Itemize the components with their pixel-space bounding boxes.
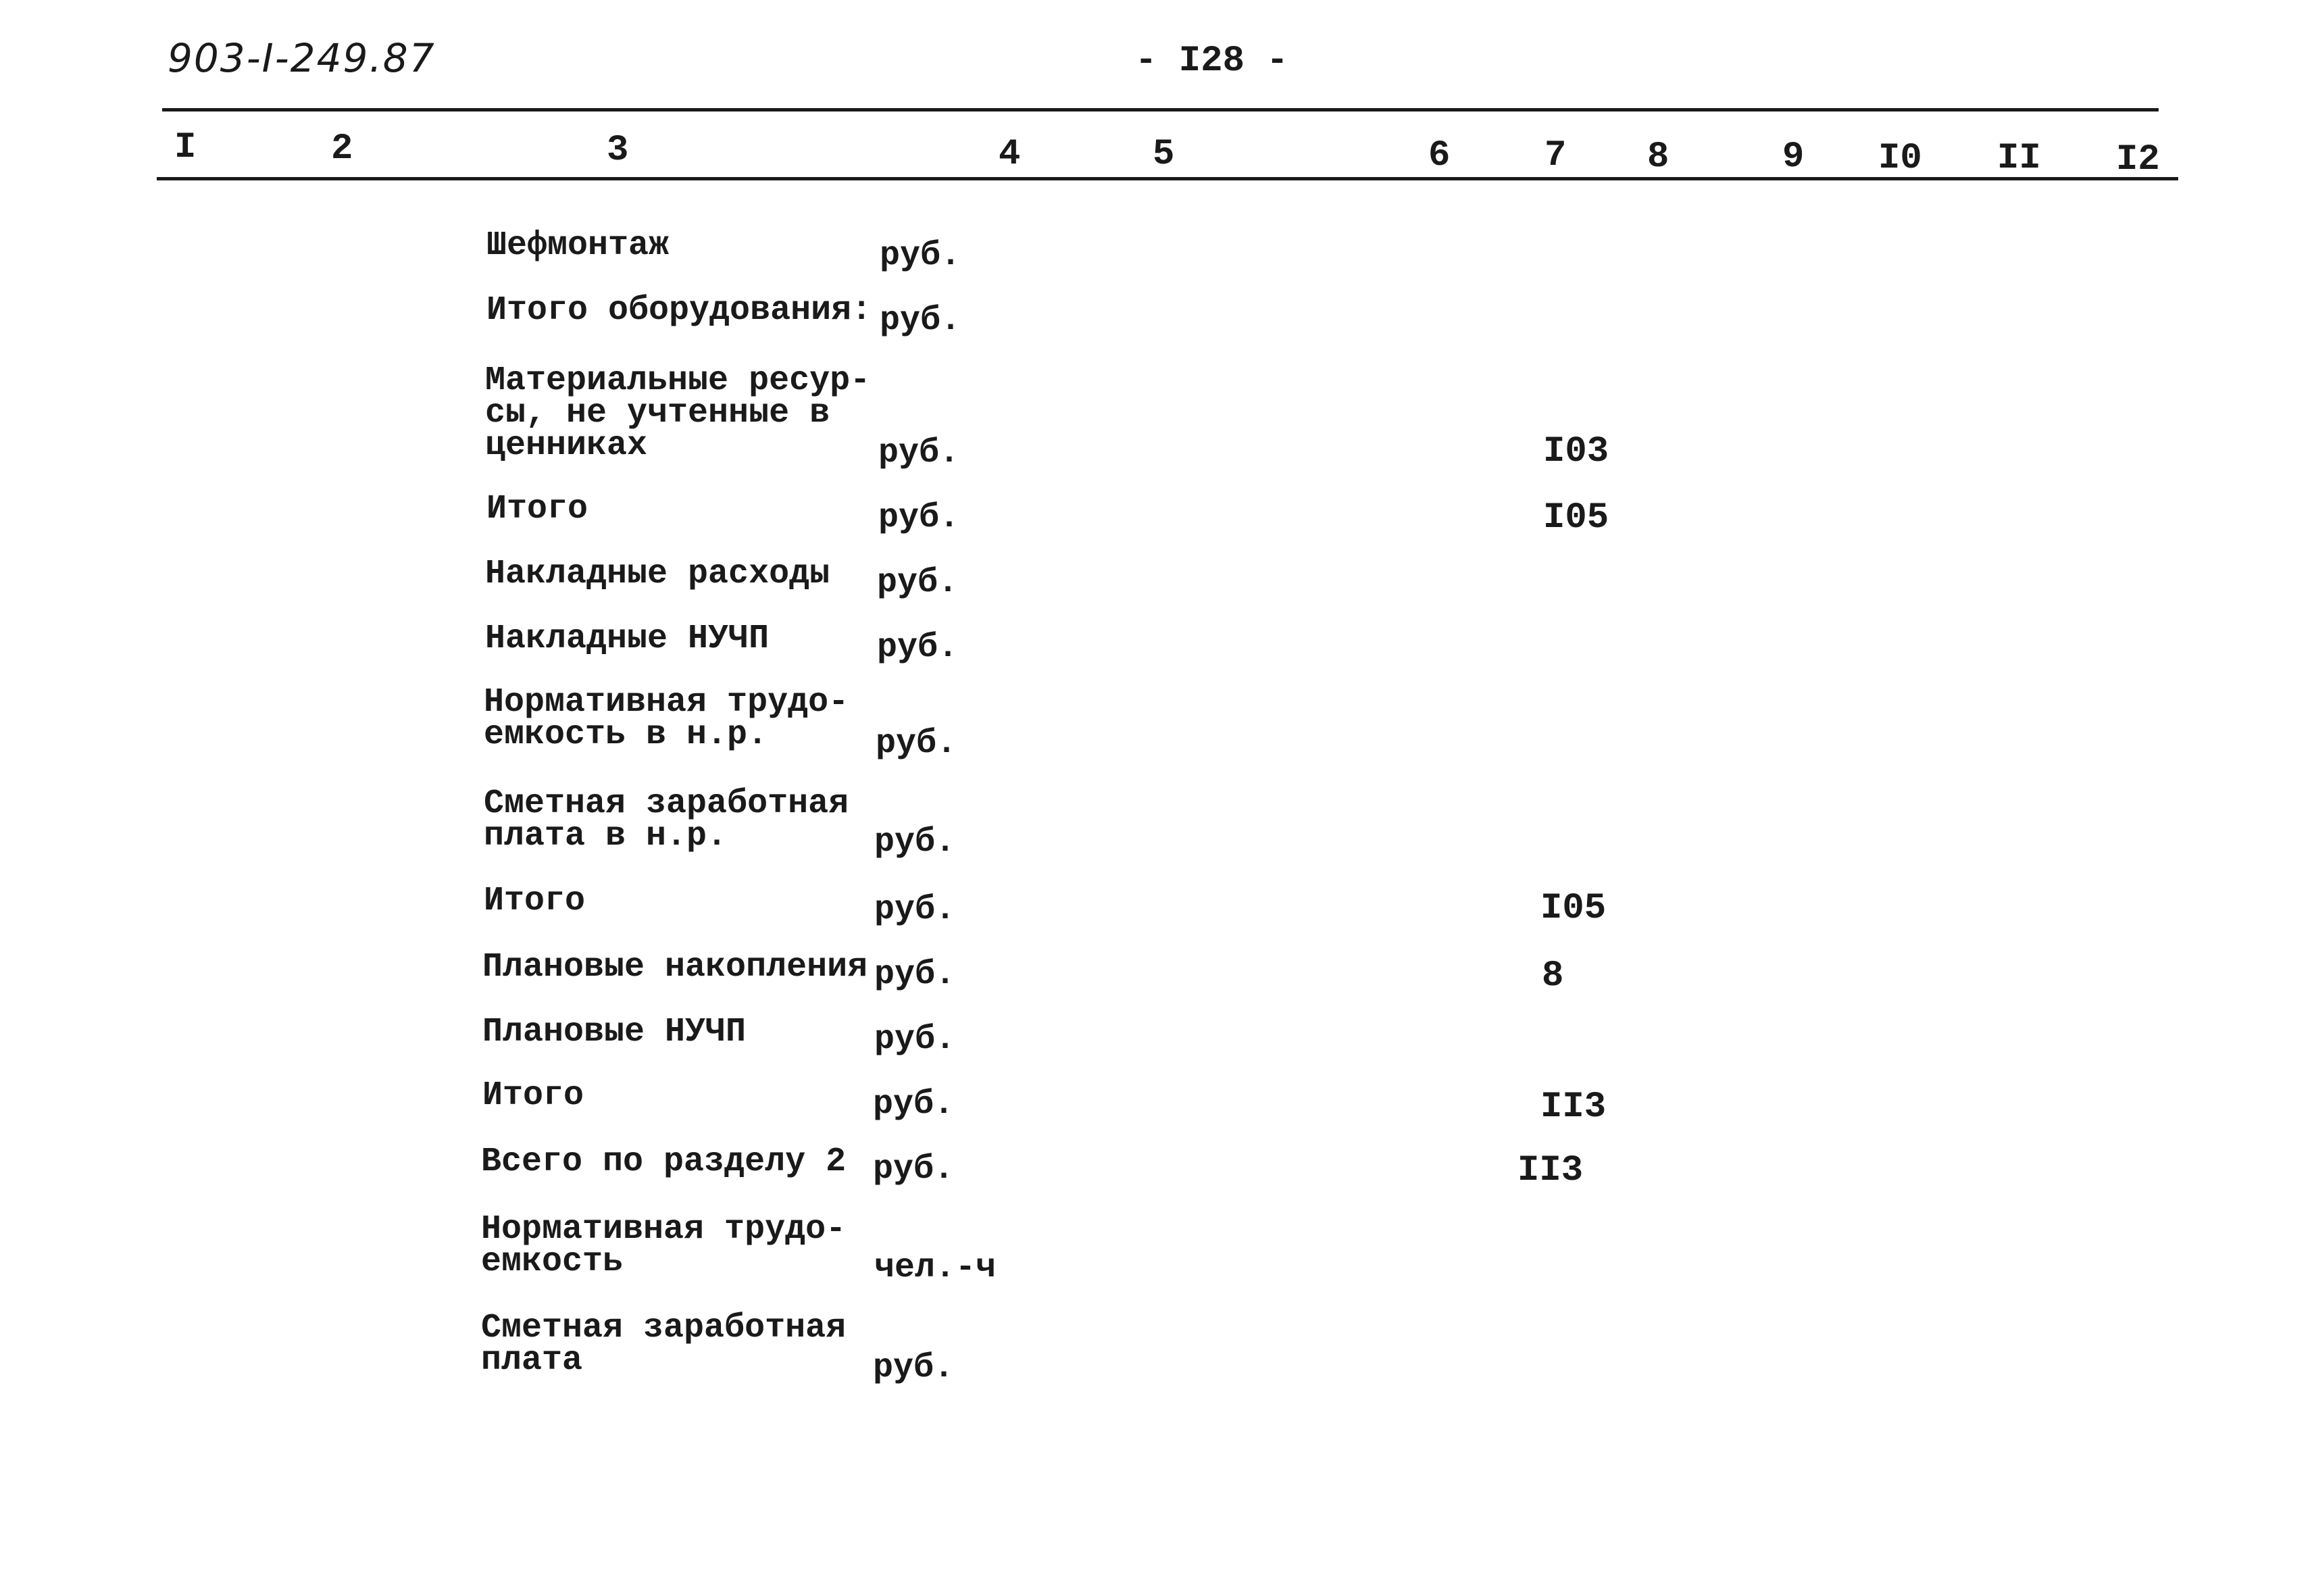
row-unit: руб. (878, 499, 960, 537)
row-label: Итого (486, 490, 588, 528)
row-label: Нормативная трудо- емкость (481, 1210, 847, 1281)
row-label: Сметная заработная плата (481, 1309, 847, 1380)
row-unit: руб. (873, 1085, 955, 1124)
column-number: II (1997, 138, 2041, 179)
row-value: I05 (1543, 497, 1609, 539)
row-unit: руб. (876, 724, 957, 763)
row-unit: руб. (878, 434, 960, 472)
page-number: - I28 - (1135, 41, 1288, 82)
row-label: Итого (484, 882, 586, 920)
column-number: 7 (1544, 135, 1567, 176)
column-number: 8 (1647, 136, 1669, 178)
row-label: Шефмонтаж (486, 226, 670, 265)
row-label: Сметная заработная плата в н.р. (484, 784, 849, 855)
row-unit: руб. (874, 1020, 956, 1059)
column-number: I2 (2116, 139, 2160, 180)
row-value: II3 (1517, 1150, 1584, 1191)
row-value: I05 (1540, 888, 1607, 929)
row-unit: руб. (877, 564, 959, 602)
row-unit: руб. (880, 236, 961, 275)
row-label: Плановые НУЧП (482, 1013, 747, 1051)
row-unit: руб. (880, 301, 961, 340)
row-label: Накладные НУЧП (485, 620, 770, 658)
column-number: 2 (331, 128, 353, 170)
row-label: Всего по разделу 2 (481, 1143, 847, 1181)
row-label: Накладные расходы (485, 555, 830, 593)
row-unit: руб. (874, 891, 956, 929)
column-number: 4 (999, 134, 1021, 175)
column-number: 6 (1428, 135, 1451, 176)
row-label: Плановые накопления (482, 948, 868, 987)
row-value: 8 (1542, 955, 1564, 997)
header-bottom-rule (157, 177, 2178, 180)
document-code: 903-I-249.87 (168, 35, 436, 81)
row-label: Нормативная трудо- емкость в н.р. (484, 683, 849, 754)
row-label: Итого оборудования: (486, 291, 872, 330)
row-unit: руб. (874, 823, 956, 862)
row-label: Итого (482, 1076, 584, 1115)
header-top-rule (162, 108, 2159, 111)
row-unit: чел.-ч (874, 1249, 997, 1287)
row-unit: руб. (873, 1150, 955, 1189)
column-number: 9 (1782, 136, 1805, 178)
row-label: Материальные ресур- сы, не учтенные в ценниках (485, 361, 871, 465)
row-unit: руб. (873, 1349, 955, 1387)
row-unit: руб. (874, 955, 956, 994)
row-value: I03 (1543, 431, 1609, 472)
column-number: 5 (1153, 134, 1175, 175)
column-number: I0 (1878, 138, 1922, 179)
row-unit: руб. (877, 628, 959, 667)
column-number: 3 (607, 130, 629, 171)
row-value: II3 (1540, 1087, 1607, 1128)
column-number: I (174, 127, 197, 168)
